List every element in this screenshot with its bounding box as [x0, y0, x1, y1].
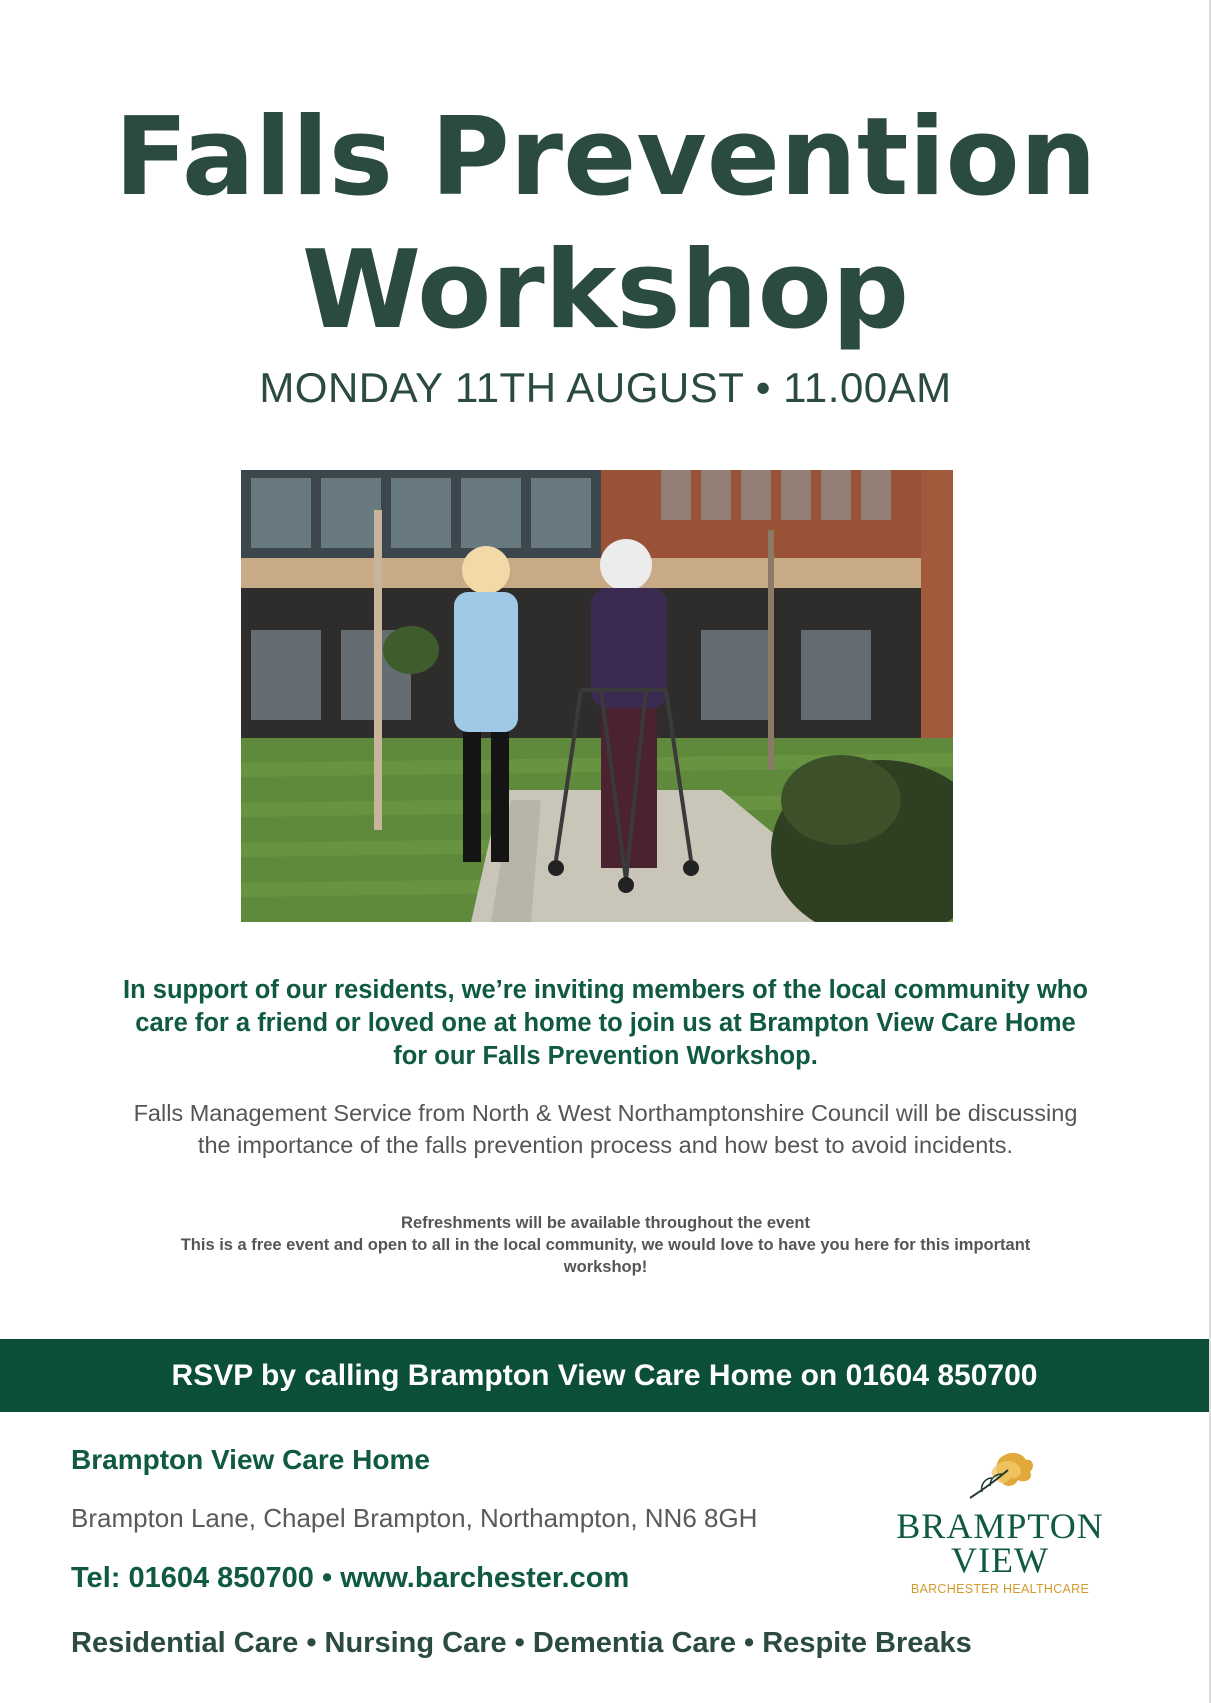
- event-notes: [160, 1212, 1051, 1278]
- rsvp-banner: [0, 1339, 1209, 1412]
- care-home-address: Brampton Lane, Chapel Brampton, Northampton, NN6 8GH: [71, 1503, 758, 1533]
- care-home-name: Brampton View Care Home: [71, 1444, 430, 1475]
- contact-line: Tel: 01604 850700 • www.barchester.com: [71, 1562, 630, 1594]
- brampton-view-logo: [880, 1448, 1120, 1598]
- title-line-2: Workshop: [301, 228, 910, 353]
- logo-subtitle: BARCHESTER HEALTHCARE: [910, 1582, 1090, 1596]
- date-time: MONDAY 11TH AUGUST • 11.00AM: [259, 364, 952, 411]
- free-event-note: This is a free event and open to all in the local community, we would love to have you here for this important workshop!: [180, 1236, 1031, 1276]
- logo-word-brampton: BRAMPTON: [896, 1506, 1104, 1546]
- services-line: Residential Care • Nursing Care • Dementia Care • Respite Breaks: [71, 1627, 972, 1659]
- body-paragraph: Falls Management Service from North & West Northamptonshire Council will be discussing the importance of the falls prevention process and how best to avoid incidents.: [133, 1100, 1078, 1158]
- logo-word-view: VIEW: [951, 1540, 1049, 1580]
- photo-illustration: [241, 470, 953, 922]
- lead-paragraph: In support of our residents, we’re inviting members of the local community who care for a friend or loved one at home to join us at Brampton View Care Home for our Falls Prevention Workshop.: [123, 976, 1088, 1070]
- rsvp-text: RSVP by calling Brampton View Care Home on 01604 850700: [171, 1358, 1038, 1392]
- oak-leaf-icon: [960, 1448, 1040, 1504]
- event-photo: [241, 470, 953, 922]
- title-line-1: Falls Prevention: [114, 95, 1097, 220]
- refreshments-note: Refreshments will be available throughout the event: [401, 1214, 810, 1232]
